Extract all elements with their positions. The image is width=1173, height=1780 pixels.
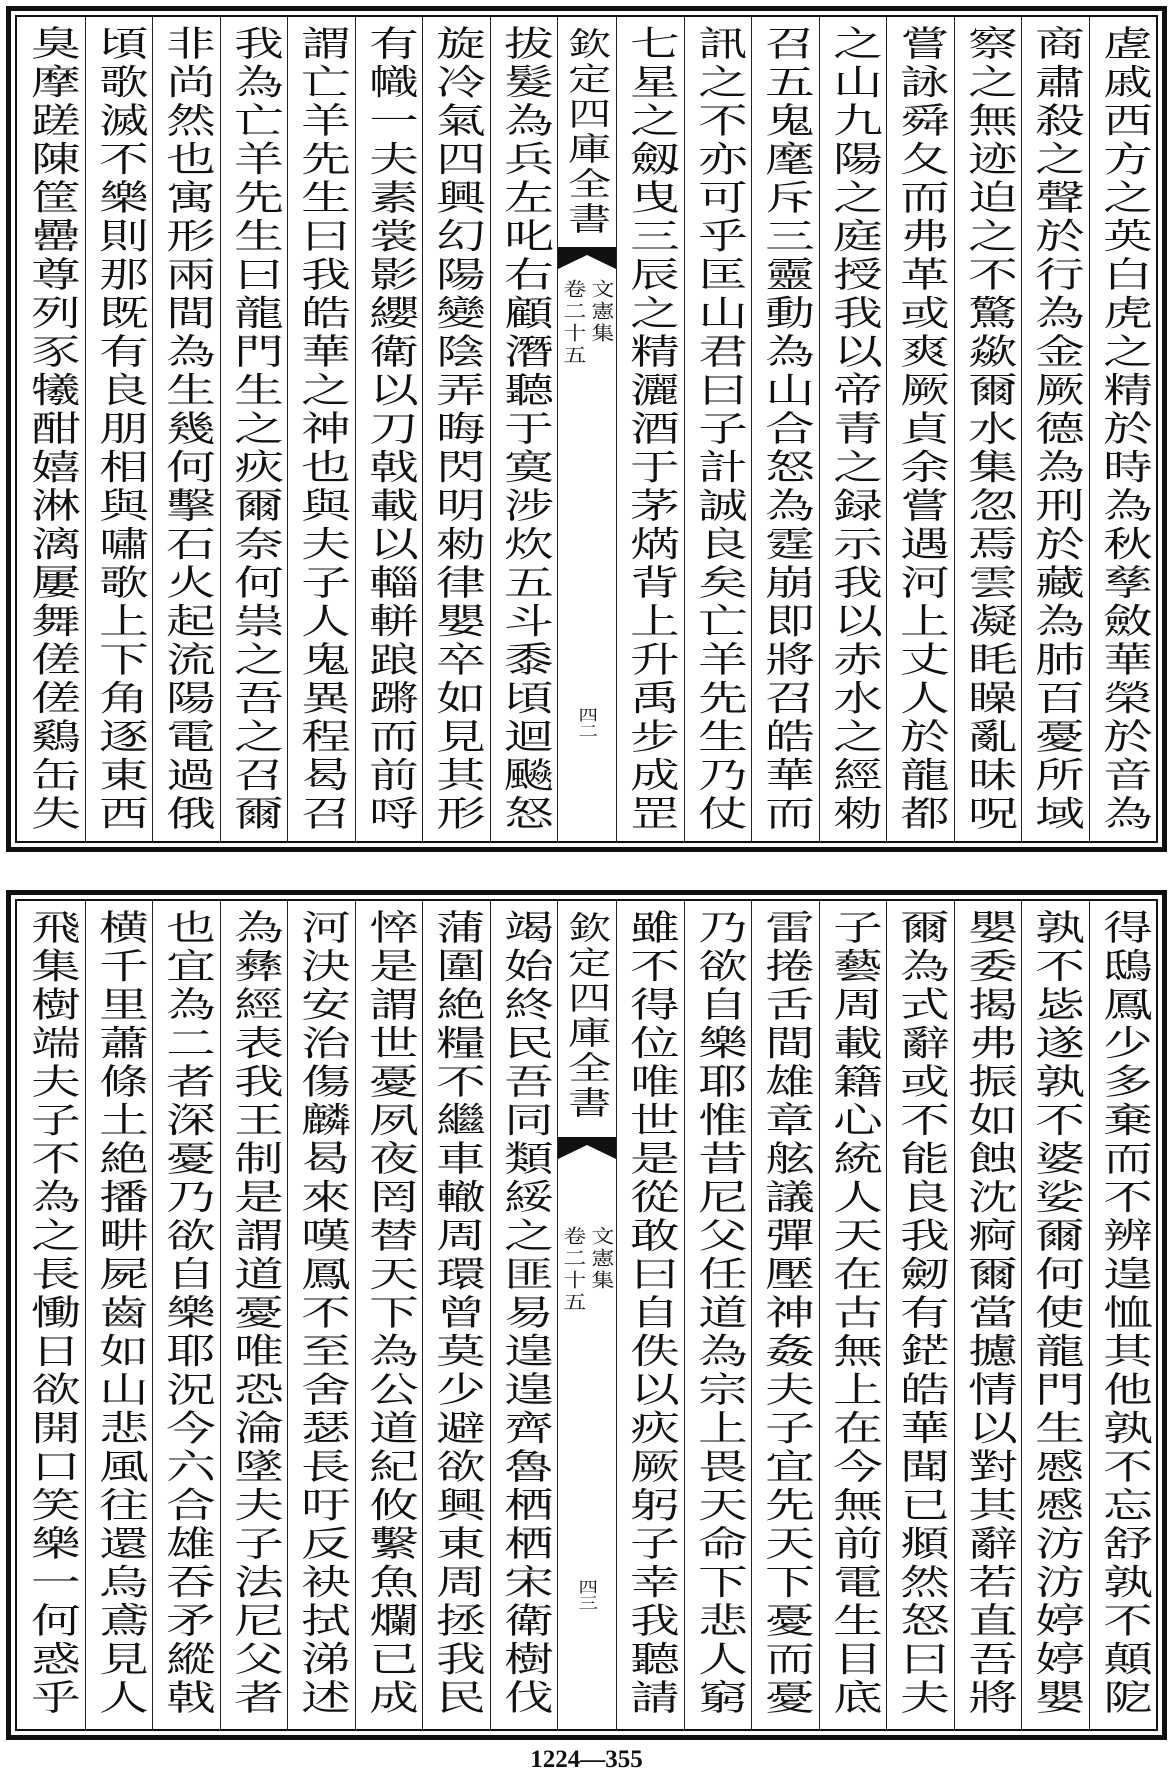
column-text: 嬰委揭弗振如蝕沈痾爾當攄情以對其辭若直吾將 bbox=[960, 909, 1017, 1718]
column-text: 為彝經表我王制是謂道憂唯恐淪墜夫子法尼父者 bbox=[226, 909, 283, 1718]
book-title: 文憲集 bbox=[587, 279, 615, 345]
column-text: 雖不得位唯世是從敢曰自佚以疢厥躬子幸我聽請 bbox=[622, 909, 680, 1718]
column-text: 召五鬼麾斥三靈動為山合怒為霆崩即將召皓華而 bbox=[757, 25, 815, 834]
text-column bbox=[152, 901, 220, 1729]
column-text: 悴是謂世憂夙夜罔替天下為公道紀攸繫魚爛已成 bbox=[361, 909, 418, 1718]
center-fold-column bbox=[557, 17, 616, 841]
column-text: 蒲圍絶糧不繼車轍周環曾莫少避欲興東周拯我民 bbox=[428, 909, 486, 1718]
inner-frame bbox=[15, 899, 1158, 1731]
column-text: 也宜為二者深憂乃欲自樂耶況今六合雄吞矛縱戟 bbox=[158, 909, 216, 1718]
text-column bbox=[616, 17, 684, 841]
column-text: 横千里蕭條土絶播畊屍齒如山悲風往還烏鳶見人 bbox=[91, 909, 148, 1718]
text-column bbox=[1089, 901, 1157, 1729]
column-text: 臭摩蹉陳筐罍尊列豕犧酣嬉淋漓屢舞傞傞鷄缶失 bbox=[23, 25, 80, 834]
text-column bbox=[287, 901, 355, 1729]
column-text: 虗戚西方之英白虎之精於時為秋孳斂華榮於音為 bbox=[1095, 25, 1152, 834]
column-text: 嘗詠舜夂而弗革或爽厥貞余嘗遇河上丈人於龍都 bbox=[892, 25, 950, 834]
book-title: 文憲集 bbox=[587, 1226, 615, 1292]
text-column bbox=[1021, 901, 1089, 1729]
leaf-panel-lower bbox=[6, 890, 1167, 1740]
column-text: 有幟一夫素裳影纓衛以刀戟載以輜軿踉蹡而前哷 bbox=[361, 25, 418, 834]
leaf-number: 四三 bbox=[575, 1579, 600, 1611]
text-column bbox=[886, 17, 954, 841]
column-text: 河決安治傷麟曷來嘆鳳不至舍瑟長吁反袂拭涕述 bbox=[293, 909, 351, 1718]
column-text: 商肅殺之聲於行為金厥德為刑於藏為肺百憂所域 bbox=[1027, 25, 1085, 834]
text-column bbox=[819, 17, 887, 841]
text-column bbox=[490, 17, 558, 841]
text-column bbox=[819, 901, 887, 1729]
column-text: 之山九陽之庭授我以帝青之録示我以赤水之經勑 bbox=[825, 25, 882, 834]
juan-number: 卷二十五 bbox=[559, 279, 587, 367]
column-text: 旋冷氣四興幻陽變陰弄晦閃明勑律嬰卒如見其形 bbox=[428, 25, 486, 834]
text-column bbox=[616, 901, 684, 1729]
text-column bbox=[422, 901, 490, 1729]
fishtail-mark bbox=[558, 1137, 616, 1159]
column-text: 訊之不亦可乎匡山君曰子計誠良矣亡羊先生乃仗 bbox=[690, 25, 747, 834]
text-column bbox=[751, 17, 819, 841]
column-text: 得鴟鳳少多棄而不辨遑恤其他孰不忘舒孰不顛阸 bbox=[1095, 909, 1152, 1718]
column-text: 竭始終民吾同類綏之匪易遑遑齊魯栖栖宋衛樹伐 bbox=[496, 909, 553, 1718]
fishtail-mark bbox=[558, 247, 616, 269]
center-fold-column bbox=[557, 901, 616, 1729]
column-text: 謂亡羊先生曰我皓華之神也與夫子人鬼異程曷召 bbox=[293, 25, 351, 834]
column-text: 頃歌滅不樂則那既有良朋相與嘯歌上下角逐東西 bbox=[91, 25, 148, 834]
text-column bbox=[954, 17, 1022, 841]
juan-number: 卷二十五 bbox=[559, 1226, 587, 1314]
column-text: 子藝周載籍心統人天在古無上在今無前電生目底 bbox=[825, 909, 882, 1718]
column-text: 孰不毖遂孰不婆娑爾何使龍門生慼慼汸汸婷婷嬰 bbox=[1027, 909, 1085, 1718]
inner-frame bbox=[15, 15, 1158, 843]
text-column bbox=[355, 17, 423, 841]
series-title: 欽定四庫全書 bbox=[561, 27, 613, 237]
column-text: 爾為式辭或不能良我劒有鋩皓華聞已頫然怒曰夫 bbox=[892, 909, 950, 1718]
text-column bbox=[886, 901, 954, 1729]
column-text: 七星之劔曳三辰之精灑酒于茅焫背上升禹步成罡 bbox=[622, 25, 680, 834]
text-column bbox=[355, 901, 423, 1729]
text-column bbox=[954, 901, 1022, 1729]
text-column bbox=[17, 901, 85, 1729]
text-column bbox=[17, 17, 85, 841]
page-number: 1224—355 bbox=[530, 1746, 643, 1773]
column-text: 我為亡羊先生曰龍門生之疢爾奈何祟之吾之召爾 bbox=[226, 25, 283, 834]
text-column bbox=[751, 901, 819, 1729]
series-title: 欽定四庫全書 bbox=[561, 911, 613, 1121]
text-column bbox=[85, 901, 153, 1729]
column-text: 乃欲自樂耶惟昔尼父任道為宗上畏天命下悲人窮 bbox=[690, 909, 747, 1718]
text-column bbox=[85, 17, 153, 841]
text-column bbox=[1089, 17, 1157, 841]
text-column bbox=[220, 17, 288, 841]
column-text: 非尚然也寓形兩間為生幾何擊石火起流陽電過俄 bbox=[158, 25, 216, 834]
text-column bbox=[684, 17, 752, 841]
column-text: 察之無迹迫之不驚歘爾水集忽焉雲凝眊矂亂昧呪 bbox=[960, 25, 1017, 834]
text-column bbox=[422, 17, 490, 841]
text-column bbox=[287, 17, 355, 841]
text-column bbox=[152, 17, 220, 841]
text-column bbox=[220, 901, 288, 1729]
text-column bbox=[684, 901, 752, 1729]
text-column bbox=[1021, 17, 1089, 841]
leaf-number: 四二 bbox=[575, 707, 600, 739]
column-text: 飛集樹端夫子不為之長慟日欲開口笑樂一何惑乎 bbox=[23, 909, 80, 1718]
column-text: 雷捲舌間雄章舷議彈壓神姦夫子宜先天下憂而憂 bbox=[757, 909, 815, 1718]
leaf-panel-upper bbox=[6, 6, 1167, 852]
column-text: 拔髮為兵左叱右顧潛聽于寞涉炊五斗黍頃迴飈怒 bbox=[496, 25, 553, 834]
text-column bbox=[490, 901, 558, 1729]
